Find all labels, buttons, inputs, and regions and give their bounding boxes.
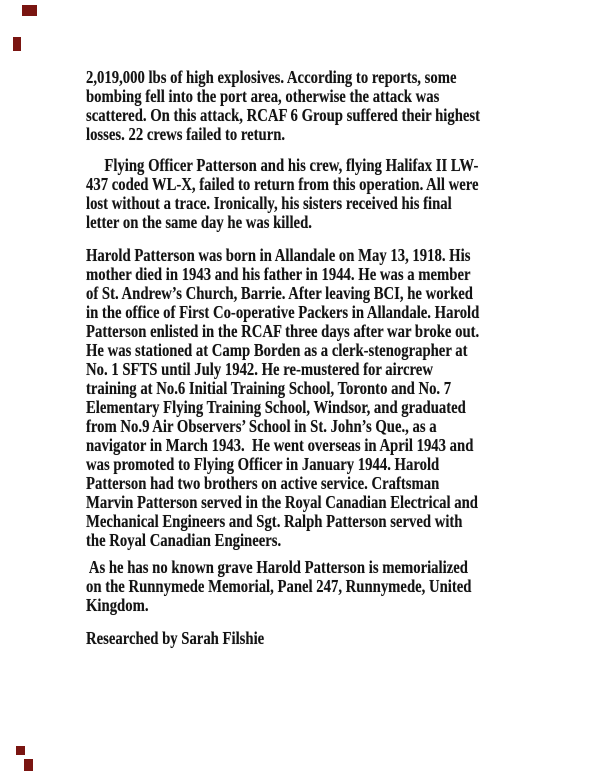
paragraph-biography <box>86 246 480 550</box>
text-line: Patterson had two brothers on active service. Craftsman <box>86 473 440 493</box>
paragraph-memorial <box>86 558 480 615</box>
paragraph-researcher-credit <box>86 629 480 648</box>
text-line: 2,019,000 lbs of high explosives. According to reports, some <box>86 67 457 87</box>
text-line: on the Runnymede Memorial, Panel 247, Runnymede, United <box>86 576 472 596</box>
text-line: No. 1 SFTS until July 1942. He re-mustered for aircrew <box>86 359 433 379</box>
text-line: training at No.6 Initial Training School, Toronto and No. 7 <box>86 378 452 398</box>
text-line: As he has no known grave Harold Patterson is memorialized <box>86 557 468 577</box>
scan-artifact-bottom-left-lower <box>24 759 33 771</box>
text-line: He was stationed at Camp Borden as a clerk-stenographer at <box>86 340 468 360</box>
scan-artifact-left-edge <box>13 37 21 51</box>
text-line: Mechanical Engineers and Sgt. Ralph Patterson served with <box>86 511 463 531</box>
text-line: letter on the same day he was killed. <box>86 212 312 232</box>
text-line: 437 coded WL-X, failed to return from this operation. All were <box>86 174 479 194</box>
text-line: in the office of First Co-operative Packers in Allandale. Harold <box>86 302 480 322</box>
text-line: scattered. On this attack, RCAF 6 Group suffered their highest <box>86 105 481 125</box>
text-line: mother died in 1943 and his father in 1944. He was a member <box>86 264 471 284</box>
body-text <box>86 68 480 648</box>
text-line: Kingdom. <box>86 595 149 615</box>
text-line: Harold Patterson was born in Allandale on May 13, 1918. His <box>86 245 471 265</box>
text-line: losses. 22 crews failed to return. <box>86 124 286 144</box>
text-line: navigator in March 1943. He went overseas in April 1943 and <box>86 435 474 455</box>
text-line: Flying Officer Patterson and his crew, flying Halifax II LW- <box>86 155 479 175</box>
text-line: bombing fell into the port area, otherwise the attack was <box>86 86 440 106</box>
scan-artifact-top-left <box>22 5 37 16</box>
text-line: Elementary Flying Training School, Windsor, and graduated <box>86 397 466 417</box>
scan-artifact-bottom-left-upper <box>16 746 25 755</box>
text-line: Marvin Patterson served in the Royal Canadian Electrical and <box>86 492 478 512</box>
paragraph-failed-to-return <box>86 156 480 232</box>
text-line: was promoted to Flying Officer in January 1944. Harold <box>86 454 440 474</box>
text-line: from No.9 Air Observers’ School in St. John’s Que., as a <box>86 416 437 436</box>
text-line: Researched by Sarah Filshie <box>86 628 265 648</box>
text-line: lost without a trace. Ironically, his sisters received his final <box>86 193 452 213</box>
text-line: the Royal Canadian Engineers. <box>86 530 282 550</box>
text-line: Patterson enlisted in the RCAF three days after war broke out. <box>86 321 480 341</box>
paragraph-bombing-raid <box>86 68 480 144</box>
text-line: of St. Andrew’s Church, Barrie. After leaving BCI, he worked <box>86 283 473 303</box>
